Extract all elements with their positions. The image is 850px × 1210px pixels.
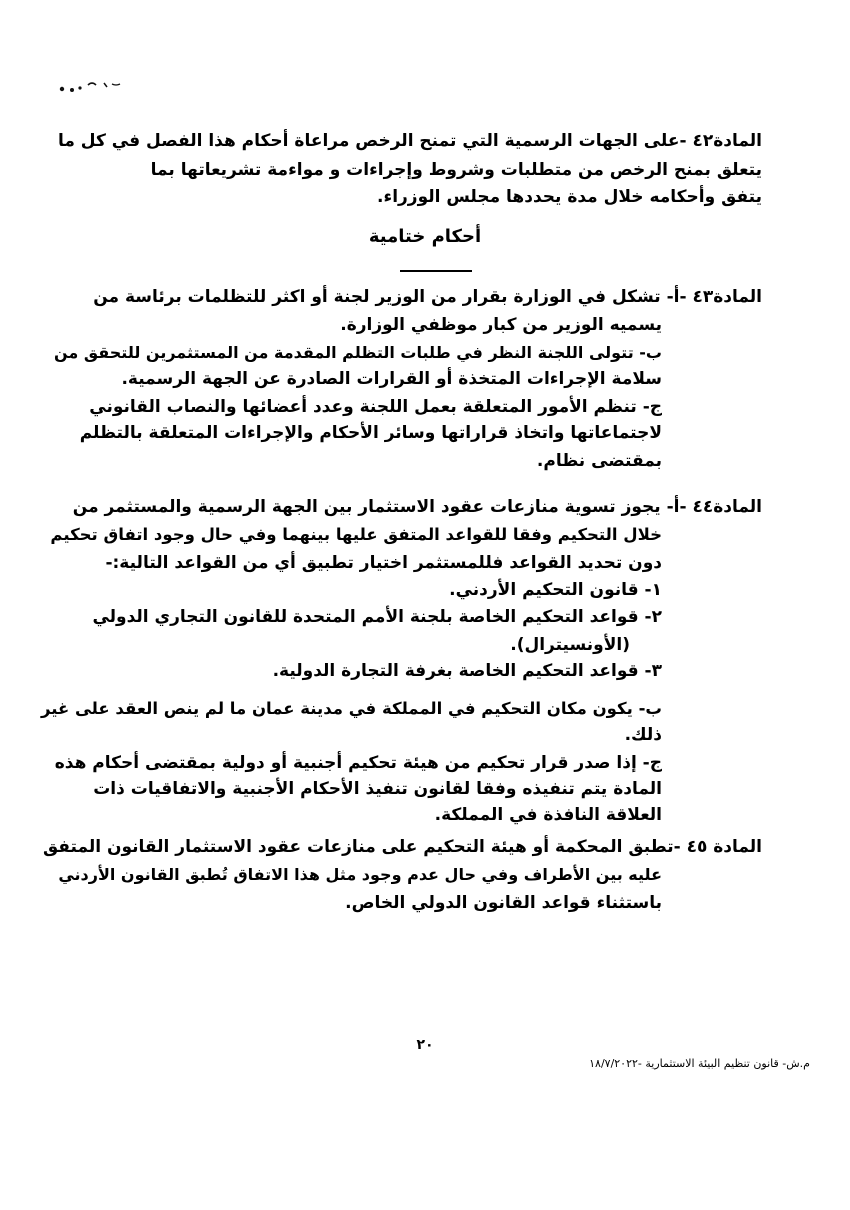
- article-42-label: المادة٤٢ -: [679, 131, 762, 151]
- article-45-line-3: باستثناء قواعد القانون الدولي الخاص.: [345, 893, 662, 913]
- article-43-line-7: بمقتضى نظام.: [536, 451, 662, 471]
- article-43-line-3: ب- تتولى اللجنة النظر في طلبات التظلم المقدمة من المستثمرين للتحقق من: [53, 343, 662, 362]
- article-44-text: أ- يجوز تسوية منازعات عقود الاستثمار بين الجهة الرسمية والمستثمر من: [72, 497, 680, 517]
- title-underline: [400, 270, 472, 272]
- article-44-item-1: ١- قانون التحكيم الأردني.: [449, 580, 662, 600]
- article-45-line-2: عليه بين الأطراف وفي حال عدم وجود مثل هذا الاتفاق تُطبق القانون الأردني: [58, 865, 662, 884]
- article-43-line-6: لاجتماعاتها واتخاذ قراراتها وسائر الأحكام والإجراءات المتعلقة بالتظلم: [79, 423, 662, 443]
- article-44-line-3: دون تحديد القواعد فللمستثمر اختيار تطبيق أي من القواعد التالية:-: [105, 553, 662, 573]
- article-45-line-1: [43, 834, 762, 860]
- article-44-item-3: ٣- قواعد التحكيم الخاصة بغرفة التجارة الدولية.: [272, 661, 662, 681]
- article-43-text: أ- تشكل في الوزارة بقرار من الوزير لجنة أو اكثر للتظلمات برئاسة من: [93, 287, 680, 307]
- section-title: أحكام ختامية: [368, 226, 482, 247]
- article-44-line-2: خلال التحكيم وفقا للقواعد المتفق عليها بينهما وفي حال وجود اتفاق تحكيم: [50, 525, 662, 544]
- article-45-text: تطبق المحكمة أو هيئة التحكيم على منازعات عقود الاستثمار القانون المتفق: [42, 837, 674, 857]
- article-45-label: المادة ٤٥ -: [673, 837, 762, 857]
- article-43-line-5: ج- تنظم الأمور المتعلقة بعمل اللجنة وعدد أعضائها والنصاب القانوني: [89, 397, 662, 417]
- footer-reference: م.ش- قانون تنظيم البيئة الاستثمارية -١٨/٧/٢٠٢٢: [589, 1057, 810, 1070]
- article-44-label: المادة٤٤ -: [679, 497, 762, 517]
- article-44-c-line-3: العلاقة النافذة في المملكة.: [434, 805, 662, 825]
- article-44-c-line-2: المادة يتم تنفيذه وفقا لقانون تنفيذ الأحكام الأجنبية والاتفاقيات ذات: [93, 779, 662, 799]
- article-43-line-1: [93, 284, 762, 310]
- article-42-line-3: يتفق وأحكامه خلال مدة يحددها مجلس الوزراء.: [377, 187, 762, 207]
- article-42-text: على الجهات الرسمية التي تمنح الرخص مراعاة أحكام هذا الفصل في كل ما: [57, 131, 680, 151]
- article-44-item-2-cont: (الأونسيترال).: [510, 635, 630, 655]
- article-44-c-line-1: ج- إذا صدر قرار تحكيم من هيئة تحكيم أجنبية أو دولية بمقتضى أحكام هذه: [54, 753, 662, 773]
- article-43-line-2: يسميه الوزير من كبار موظفي الوزارة.: [340, 315, 662, 335]
- article-44-b-line-2: ذلك.: [624, 725, 662, 745]
- scan-smudge-mark: [58, 78, 128, 98]
- article-42-line-1: [58, 128, 762, 154]
- article-44-b-line-1: ب- يكون مكان التحكيم في المملكة في مدينة عمان ما لم ينص العقد على غير: [40, 699, 662, 718]
- article-43-line-4: سلامة الإجراءات المتخذة أو القرارات الصادرة عن الجهة الرسمية.: [121, 369, 662, 389]
- page-number: ٢٠: [416, 1037, 434, 1053]
- article-43-label: المادة٤٣ -: [679, 287, 762, 307]
- article-44-item-2: ٢- قواعد التحكيم الخاصة بلجنة الأمم المتحدة للقانون التجاري الدولي: [92, 607, 662, 627]
- article-44-line-1: [73, 494, 762, 520]
- article-42-line-2: يتعلق بمنح الرخص من متطلبات وشروط وإجراءات و مواءمة تشريعاتها بما: [150, 160, 762, 180]
